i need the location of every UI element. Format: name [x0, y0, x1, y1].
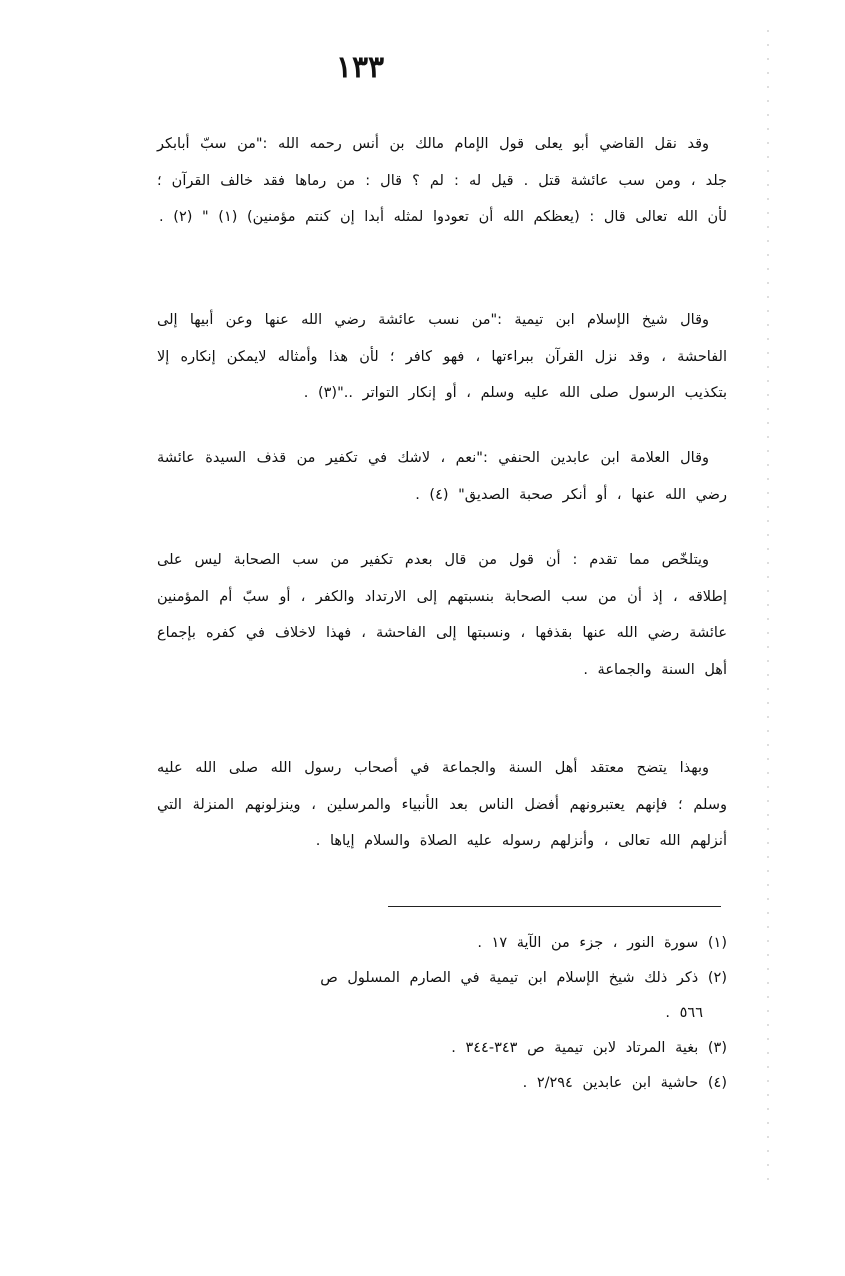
paragraph-text: وقال شيخ الإسلام ابن تيمية :"من نسب عائشة رضي الله عنها وعن أبيها إلى الفاحشة ، وقد نزل القرآن ببراءتها ، فهو كافر ؛ لأن هذا وأمثاله لايمكن إنكاره إلا بتكذيب الرسول صلى الله عليه وسلم ، أو إنكار التواتر .."(٣) .: [157, 312, 727, 401]
footnotes: [157, 926, 727, 1101]
footnote-divider: [388, 906, 721, 907]
paragraph-malik-quote: [157, 126, 727, 236]
paragraph-ibn-taymiyyah-quote: [157, 302, 727, 412]
paragraph-summary: [157, 542, 727, 688]
paragraph-text: وبهذا يتضح معتقد أهل السنة والجماعة في أصحاب رسول الله صلى الله عليه وسلم ؛ فإنهم يعتبرونهم أفضل الناس بعد الأنبياء والمرسلين ، وينزلونهم المنزلة التي أنزلهم الله تعالى ، وأنزلهم رسوله عليه الصلاة والسلام إياها .: [157, 760, 727, 849]
page-number: ١٣٣: [335, 50, 385, 85]
paragraph-text: ويتلخّص مما تقدم : أن قول من قال بعدم تكفير من سب الصحابة ليس على إطلاقه ، إذ أن من سب الصحابة بنسبتهم إلى الارتداد والكفر ، أو سبّ أم المؤمنين عائشة رضي الله عنها بقذفها ، ونسبتها إلى الفاحشة ، فهذا لاخلاف في كفره بإجماع أهل السنة والجماعة .: [157, 552, 727, 678]
footnote-4: (٤) حاشية ابن عابدين ٢/٢٩٤ .: [522, 1075, 727, 1091]
paragraph-conclusion: [157, 750, 727, 860]
footnote-2: (٢) ذكر ذلك شيخ الإسلام ابن تيمية في الصارم المسلول ص: [320, 970, 727, 986]
footnote-1: (١) سورة النور ، جزء من الآية ١٧ .: [477, 935, 727, 951]
paragraph-ibn-abidin-quote: [157, 440, 727, 513]
footnote-2-continued: ٥٦٦ .: [665, 1005, 703, 1021]
scan-edge-marks: [767, 30, 769, 1190]
footnote-3: (٣) بغية المرتاد لابن تيمية ص ٣٤٣-٣٤٤ .: [451, 1040, 727, 1056]
paragraph-text: وقد نقل القاضي أبو يعلى قول الإمام مالك بن أنس رحمه الله :"من سبّ أبابكر جلد ، ومن سب عائشة قتل . قيل له : لم ؟ قال : من رماها فقد خالف القرآن ؛ لأن الله تعالى قال : (يعظكم الله أن تعودوا لمثله أبدا إن كنتم مؤمنين) (١) " (٢) .: [157, 136, 727, 225]
paragraph-text: وقال العلامة ابن عابدين الحنفي :"نعم ، لاشك في تكفير من قذف السيدة عائشة رضي الله عنها ، أو أنكر صحبة الصديق" (٤) .: [157, 450, 727, 503]
